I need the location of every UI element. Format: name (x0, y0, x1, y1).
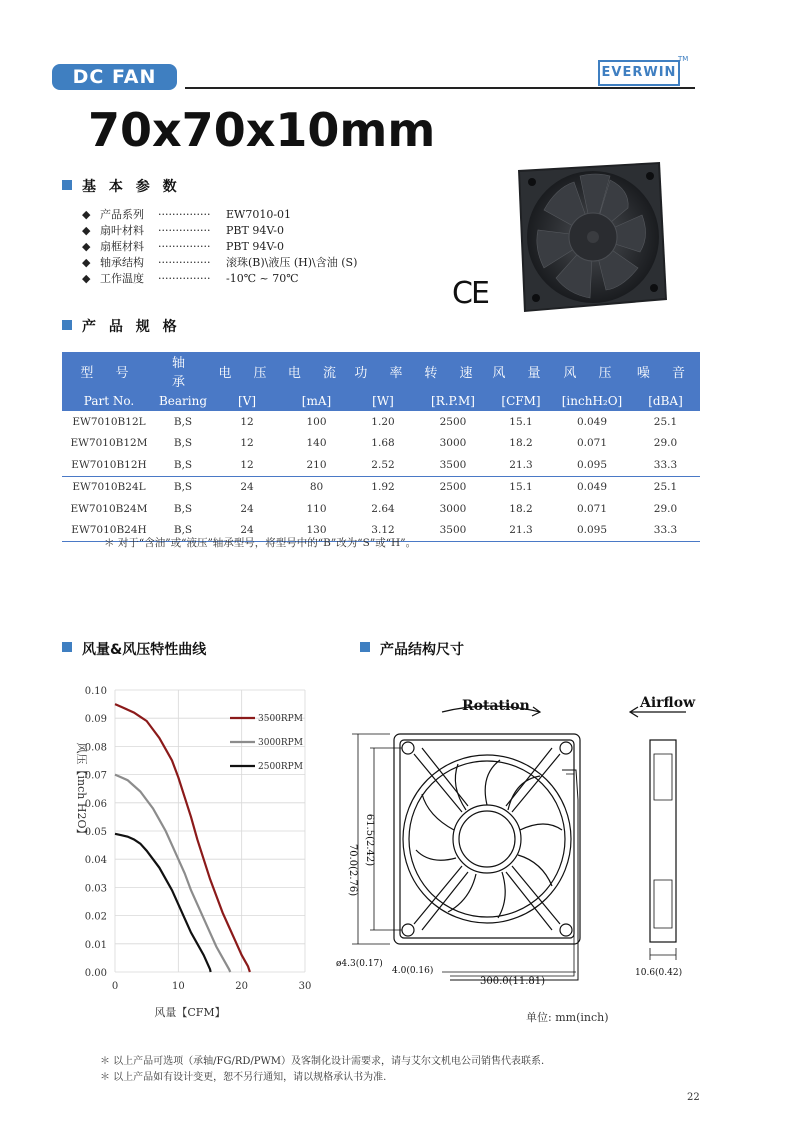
table-cell: EW7010B24H (62, 520, 156, 542)
table-cell: B,S (156, 520, 210, 542)
legend-label: 2500RPM (258, 762, 303, 772)
category-badge: DC FAN (52, 64, 177, 90)
table-cell: 29.0 (653, 437, 678, 450)
dim-offset-label: 4.0(0.16) (392, 966, 434, 976)
table-header-cell: 风 压 (553, 352, 631, 390)
table-cell: EW7010B12L (72, 415, 146, 428)
table-cell: 2500 (417, 476, 489, 498)
diamond-bullet-icon: ◆ (82, 224, 91, 237)
table-cell: 12 (240, 437, 254, 450)
diamond-bullet-icon: ◆ (82, 240, 91, 253)
table-cell: 24 (210, 476, 284, 498)
basic-params-list (82, 207, 357, 287)
table-cell: 21.3 (489, 520, 553, 542)
x-tick-label: 20 (235, 981, 249, 992)
table-cell: 130 (284, 520, 349, 542)
table-header-cell: 转 速 (417, 352, 489, 390)
dimension-drawing (330, 690, 710, 1000)
spec-table (62, 352, 700, 542)
diamond-bullet-icon: ◆ (82, 208, 91, 221)
rotation-label: Rotation (462, 698, 530, 714)
basic-param-row (82, 239, 357, 255)
basic-param-label: 工作温度 (100, 272, 144, 285)
section-title-curve: 风量&风压特性曲线 (82, 642, 207, 658)
table-cell: 1.20 (371, 415, 395, 428)
table-header-cell: 风 量 (489, 352, 553, 390)
table-cell: 25.1 (631, 476, 700, 498)
table-cell: 3500 (439, 458, 467, 471)
header-rule (185, 87, 695, 89)
table-header-cell: [R.P.M] (417, 390, 489, 411)
table-header-cell: Part No. (62, 390, 156, 411)
y-tick-label: 0.04 (84, 855, 107, 867)
table-cell: B,S (173, 415, 193, 428)
table-cell: 1.92 (349, 476, 417, 498)
leader-dots: ··············· (158, 208, 211, 221)
table-header-cell: Bearing (156, 390, 210, 411)
table-cell: 24 (240, 502, 254, 515)
table-row (62, 454, 700, 476)
table-cell: 21.3 (509, 458, 533, 471)
table-cell: 18.2 (509, 437, 533, 450)
leader-dots: ··············· (158, 240, 211, 253)
table-header-cell: [dBA] (631, 390, 700, 411)
y-axis-label: 风压【inch H2O】 (75, 742, 88, 840)
leader-dots: ··············· (158, 256, 211, 269)
table-cell: 0.071 (576, 437, 608, 450)
y-tick-label: 0.09 (84, 714, 107, 726)
leader-dots: ··············· (158, 272, 211, 285)
table-header-cell: [inchH₂O] (553, 390, 631, 411)
dim-height-label: 70.0(2.76) (347, 843, 358, 897)
table-row (62, 433, 700, 455)
table-header-cell: [V] (210, 390, 284, 411)
section-title-spec: 产 品 规 格 (82, 319, 181, 335)
y-tick-label: 0.00 (84, 968, 107, 979)
table-header-cell: [mA] (284, 390, 349, 411)
diamond-bullet-icon: ◆ (82, 256, 91, 269)
table-header-cell: 轴 承 (156, 352, 210, 390)
unit-label: 单位: mm(inch) (526, 1011, 609, 1024)
table-cell: 0.049 (553, 476, 631, 498)
section-title-basic: 基 本 参 数 (82, 179, 181, 195)
section-marker-icon (62, 642, 72, 652)
footnote-2: ＊ 以上产品如有设计变更，恕不另行通知，请以规格承认书为准. (100, 1072, 387, 1083)
y-tick-label: 0.10 (84, 686, 107, 697)
basic-param-value: PBT 94V-0 (226, 224, 284, 237)
section-marker-icon (360, 642, 370, 652)
table-header-cell: 功 率 (349, 352, 417, 390)
legend-label: 3000RPM (258, 738, 303, 748)
table-cell: 24 (210, 520, 284, 542)
table-cell: B,S (156, 476, 210, 498)
x-tick-label: 30 (298, 981, 312, 992)
table-cell: EW7010B24L (62, 476, 156, 498)
table-cell: 110 (306, 502, 327, 515)
brand-logo: EVERWIN (598, 60, 680, 86)
x-axis-label: 风量【CFM】 (154, 1006, 226, 1019)
basic-param-value: -10℃ ~ 70℃ (226, 272, 299, 285)
basic-param-row (82, 255, 357, 271)
basic-param-label: 扇框材料 (100, 240, 144, 253)
table-cell: 33.3 (653, 458, 678, 471)
table-cell: 3.12 (349, 520, 417, 542)
leader-dots: ··············· (158, 224, 211, 237)
pq-curve-chart (60, 680, 330, 1025)
table-cell: 3000 (439, 502, 467, 515)
table-header-cell: 电 流 (284, 352, 349, 390)
series-line-3500RPM (115, 704, 250, 972)
basic-param-row (82, 271, 357, 287)
basic-param-row (82, 207, 357, 223)
dim-thickness-label: 10.6(0.42) (635, 968, 683, 978)
table-header-cell: 噪 音 (631, 352, 700, 390)
table-cell: 3500 (417, 520, 489, 542)
table-cell: B,S (173, 502, 193, 515)
page-title: 70x70x10mm (88, 103, 436, 157)
table-cell: 0.049 (576, 415, 608, 428)
airflow-label: Airflow (640, 695, 696, 711)
table-cell: EW7010B12M (70, 437, 148, 450)
x-tick-label: 0 (111, 981, 119, 992)
section-marker-icon (62, 180, 72, 190)
table-cell: 0.095 (553, 520, 631, 542)
table-cell: 25.1 (653, 415, 678, 428)
ce-mark: CE (452, 276, 488, 311)
basic-param-label: 轴承结构 (100, 256, 144, 269)
table-row (62, 498, 700, 520)
table-cell: 210 (306, 458, 327, 471)
y-tick-label: 0.05 (84, 827, 107, 838)
x-tick-label: 10 (171, 981, 185, 992)
fan-photo (510, 160, 670, 315)
y-tick-label: 0.03 (84, 883, 107, 895)
table-cell: 15.1 (489, 476, 553, 498)
dim-hole-dia-label: ø4.3(0.17) (336, 959, 383, 969)
table-cell: 12 (240, 458, 254, 471)
basic-param-row (82, 223, 357, 239)
basic-param-value: EW7010-01 (226, 208, 292, 221)
table-cell: 0.071 (576, 502, 608, 515)
table-cell: EW7010B12H (71, 458, 147, 471)
y-tick-label: 0.06 (84, 798, 107, 810)
table-note: ＊ 对于“含油”或“液压”轴承型号，将型号中的“B”改为“S”或“H”。 (104, 537, 417, 549)
table-cell: B,S (173, 458, 193, 471)
table-cell: 3000 (439, 437, 467, 450)
trademark-mark: TM (678, 55, 689, 63)
table-cell: 29.0 (653, 502, 678, 515)
dim-hole-label: 61.5(2.42) (364, 813, 375, 867)
basic-param-label: 扇叶材料 (100, 224, 144, 237)
section-title-dimensions: 产品结构尺寸 (380, 642, 464, 658)
diamond-bullet-icon: ◆ (82, 272, 91, 285)
table-cell: 15.1 (509, 415, 533, 428)
table-cell: 18.2 (509, 502, 533, 515)
basic-param-value: 滚珠(B)\液压 (H)\含油 (S) (226, 256, 358, 269)
legend-label: 3500RPM (258, 714, 303, 724)
table-row (62, 476, 700, 498)
page-number: 22 (687, 1092, 700, 1103)
table-header-zh (62, 352, 700, 390)
y-tick-label: 0.02 (84, 911, 107, 923)
table-header-en (62, 390, 700, 411)
series-line-3000RPM (115, 775, 230, 972)
table-header-cell: 型 号 (62, 352, 156, 390)
section-marker-icon (62, 320, 72, 330)
y-tick-label: 0.08 (84, 742, 107, 754)
y-tick-label: 0.01 (84, 939, 107, 951)
table-cell: 12 (240, 415, 254, 428)
table-header-cell: 电 压 (210, 352, 284, 390)
table-cell: EW7010B24M (70, 502, 148, 515)
table-cell: 33.3 (631, 520, 700, 542)
table-cell: 2.52 (371, 458, 395, 471)
basic-param-label: 产品系列 (100, 208, 144, 221)
table-cell: 100 (306, 415, 327, 428)
y-tick-label: 0.07 (84, 770, 107, 782)
table-cell: 140 (306, 437, 327, 450)
basic-param-value: PBT 94V-0 (226, 240, 284, 253)
table-cell: 2500 (439, 415, 467, 428)
table-body (62, 411, 700, 542)
table-cell: 80 (284, 476, 349, 498)
table-cell: 0.095 (576, 458, 608, 471)
table-row (62, 411, 700, 433)
table-header-cell: [W] (349, 390, 417, 411)
dim-cable-label: 300.0(11.81) (480, 976, 546, 987)
footnote-1: ＊ 以上产品可选项（承轴/FG/RD/PWM）及客制化设计需要求，请与艾尔文机电公司销售代表联系. (100, 1056, 545, 1067)
table-cell: 2.64 (371, 502, 395, 515)
table-header-cell: [CFM] (489, 390, 553, 411)
table-cell: B,S (173, 437, 193, 450)
table-cell: 1.68 (371, 437, 395, 450)
